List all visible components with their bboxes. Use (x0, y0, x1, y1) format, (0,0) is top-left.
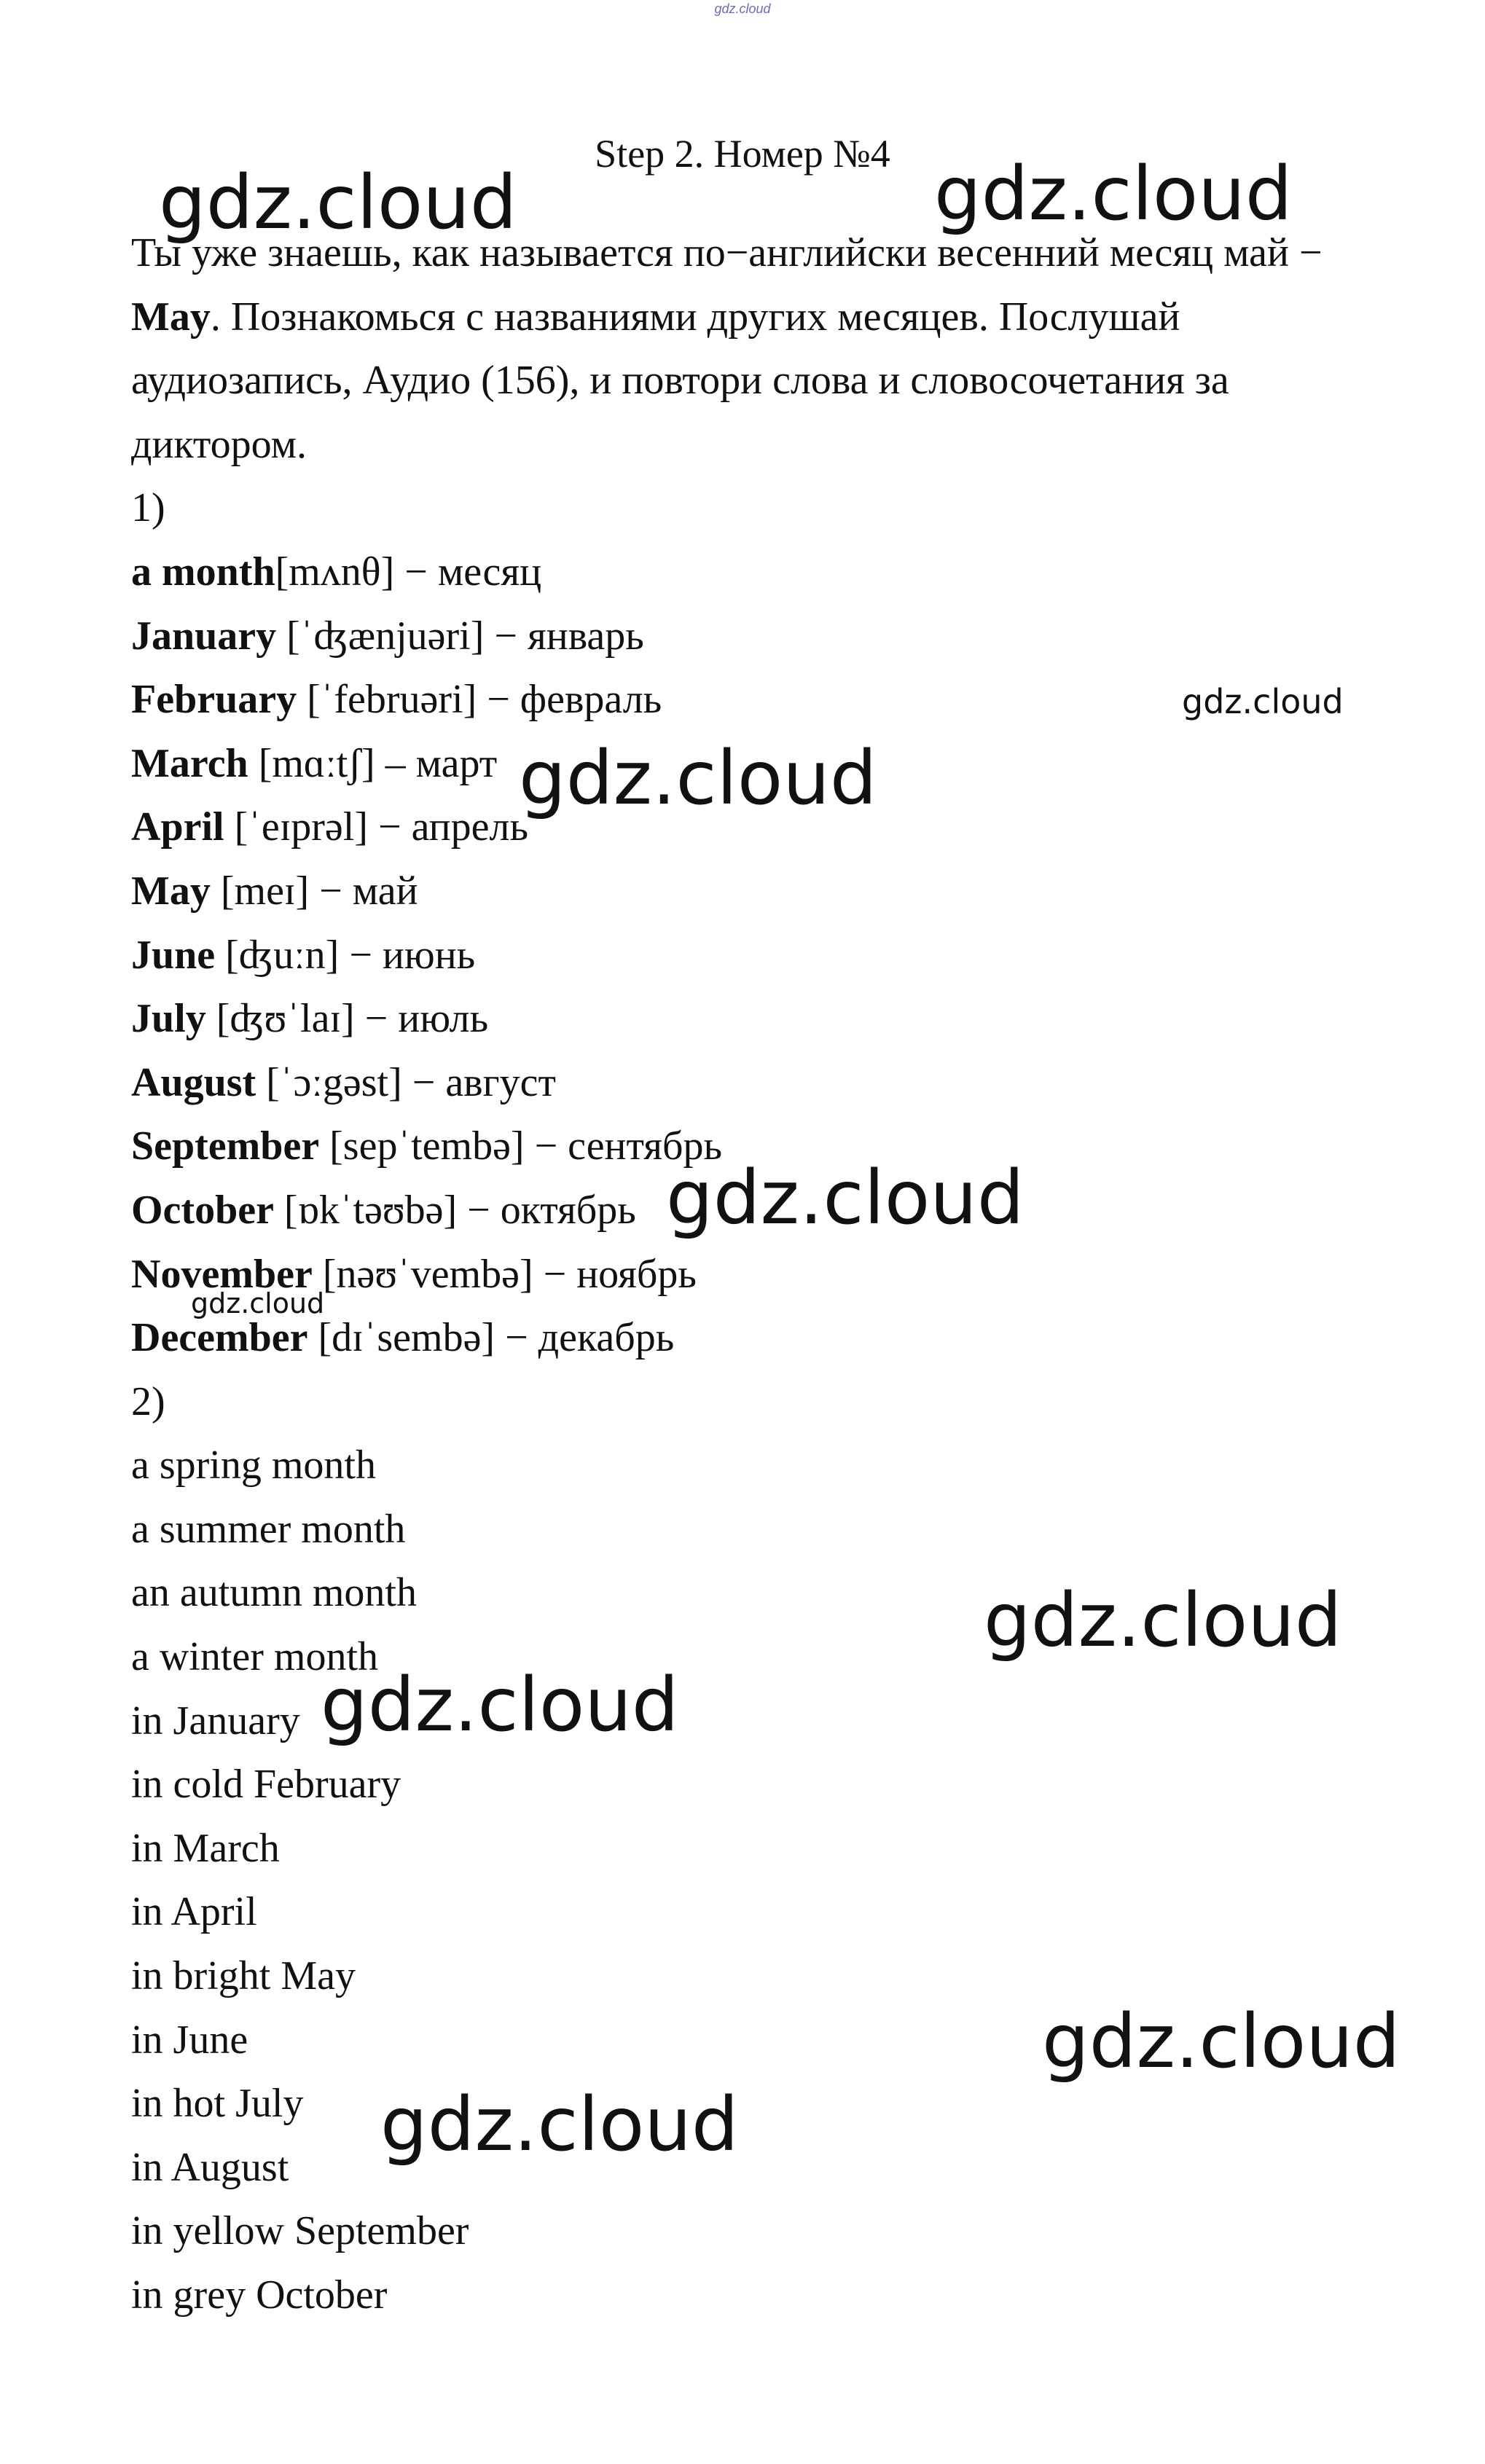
vocab-transcription: [ʤʊˈlaɪ] − июль (205, 996, 489, 1042)
intro-paragraph (131, 221, 1384, 476)
phrase-line: in grey October (131, 2272, 388, 2318)
phrase-line: in April (131, 1889, 257, 1935)
phrase-line: in August (131, 2144, 289, 2190)
vocab-word: August (131, 1059, 256, 1105)
vocab-row (131, 987, 1384, 1051)
watermark: gdz.cloud (984, 1577, 1342, 1664)
vocab-transcription: [ɒkˈtəʊbə] − октябрь (273, 1187, 636, 1233)
vocab-word: a month (131, 549, 275, 595)
watermark: gdz.cloud (321, 1662, 679, 1749)
vocab-word: November (131, 1251, 313, 1297)
phrase-line: a summer month (131, 1506, 406, 1552)
phrase-line: in yellow September (131, 2208, 469, 2254)
intro-text-2: . Познакомься с названиями других месяцев. Послушай аудиозапись, Аудио (156), и повтори слова и словосочетания за диктором. (131, 294, 1229, 467)
top-watermark: gdz.cloud (714, 1, 771, 16)
vocab-row (131, 541, 1384, 605)
vocab-word: September (131, 1123, 320, 1169)
vocab-word: April (131, 804, 224, 850)
phrase-line: in March (131, 1825, 280, 1871)
watermark: gdz.cloud (1182, 682, 1344, 721)
vocab-transcription: [meɪ] − май (210, 868, 418, 914)
vocab-word: October (131, 1187, 274, 1233)
watermark: gdz.cloud (934, 151, 1293, 238)
watermark: gdz.cloud (159, 160, 517, 246)
vocab-transcription: [ˈɔːgəst] − август (256, 1059, 556, 1105)
phrase-line: in hot July (131, 2081, 304, 2127)
phrase-line: in cold February (131, 1762, 401, 1808)
watermark: gdz.cloud (519, 735, 877, 822)
vocab-transcription: [ˈeɪprəl] − апрель (224, 804, 528, 850)
vocab-transcription: [ˈfebruəri] − февраль (297, 677, 662, 723)
watermark: gdz.cloud (380, 2082, 739, 2168)
vocab-row (131, 1051, 1384, 1115)
watermark: gdz.cloud (191, 1287, 325, 1319)
intro-bold-may: May (131, 294, 211, 340)
vocab-word: January (131, 613, 277, 659)
vocab-transcription: [mʌnθ] − месяц (275, 549, 542, 595)
phrase-line: in January (131, 1698, 300, 1743)
vocab-row (131, 860, 1384, 924)
vocab-word: February (131, 677, 297, 723)
phrase-line: in bright May (131, 1953, 356, 1999)
vocab-transcription: [ʤuːn] − июнь (215, 932, 476, 978)
page-title: Step 2. Номер №4 (595, 132, 890, 176)
section-2-label: 2) (131, 1378, 165, 1424)
vocab-word: June (131, 932, 216, 978)
vocab-transcription: [sepˈtembə] − сентябрь (319, 1123, 723, 1169)
phrase-line: a spring month (131, 1443, 376, 1488)
vocab-row (131, 924, 1384, 988)
vocab-word: May (131, 868, 211, 914)
vocab-transcription: [ˈʤænjuəri] − январь (276, 613, 644, 659)
vocab-word: December (131, 1315, 308, 1361)
vocab-word: March (131, 740, 248, 786)
vocab-row (131, 605, 1384, 669)
phrase-line: a winter month (131, 1634, 379, 1680)
phrase-line: in June (131, 2017, 248, 2063)
vocab-word: July (131, 996, 206, 1042)
intro-text-1: Ты уже знаешь, как называется по−английски весенний месяц май − (131, 230, 1323, 275)
vocab-transcription: [nəʊˈvembə] − ноябрь (312, 1251, 697, 1297)
phrase-line: an autumn month (131, 1570, 417, 1616)
vocab-transcription: [mɑːtʃ] – март (248, 740, 498, 786)
section-1-label: 1) (131, 485, 165, 531)
watermark: gdz.cloud (1042, 1998, 1400, 2085)
vocab-transcription: [dɪˈsembə] − декабрь (307, 1315, 675, 1361)
watermark: gdz.cloud (666, 1155, 1024, 1241)
